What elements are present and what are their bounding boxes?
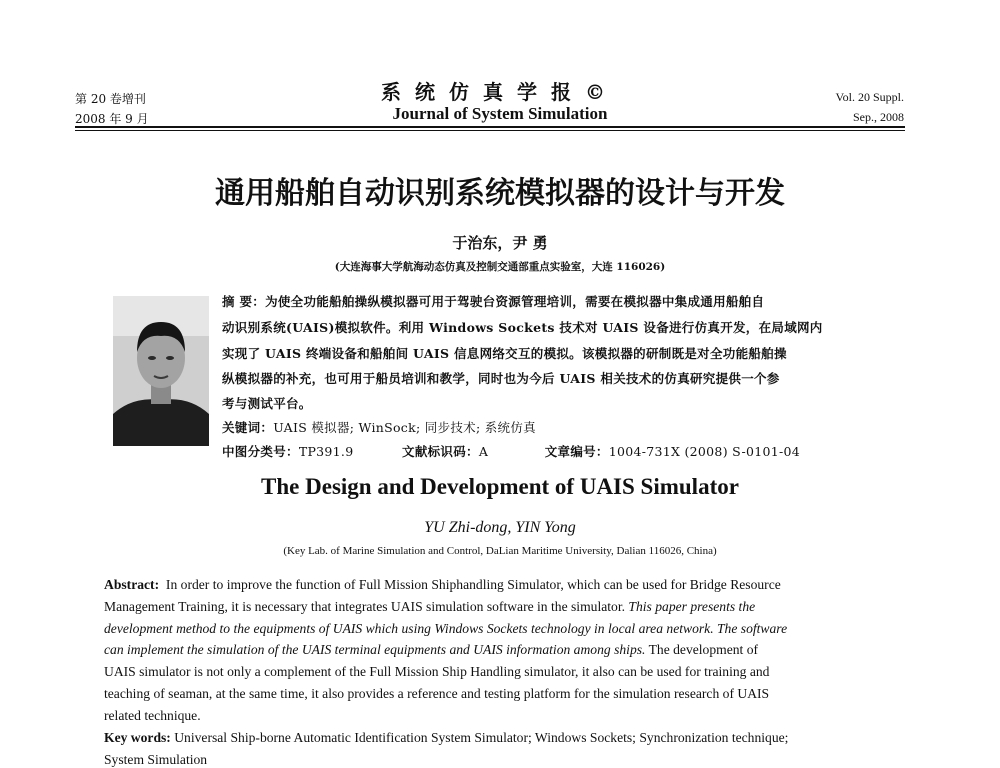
abstract-cn-line-4: 纵模拟器的补充，也可用于船员培训和教学，同时也为今后 UAIS 相关技术的仿真研究提供一个参	[222, 371, 780, 386]
abstract-cn-line-5: 考与测试平台。	[222, 396, 312, 411]
author-portrait-illustration	[113, 296, 209, 446]
header-en-date: Sep., 2008	[853, 110, 904, 124]
header-cn-date: 2008 年 9 月	[75, 112, 149, 126]
paper-title-en: The Design and Development of UAIS Simulator	[261, 474, 739, 499]
header-cn-volume: 第 20 卷增刊	[75, 92, 146, 106]
abstract-en-text-2-italic: This paper presents the	[628, 599, 756, 614]
journal-title-cn: 系统仿真学报©	[381, 80, 619, 104]
abstract-en-text-4-tail: The development of	[645, 642, 759, 657]
abstract-en-text-2: Management Training, it is necessary that integrates UAIS simulation software in the simulator.	[104, 599, 629, 614]
doc-code-value: A	[478, 444, 489, 459]
abstract-en-line-2	[104, 599, 755, 615]
doc-code-label: 文献标识码：	[402, 444, 479, 459]
keywords-en-text: Universal Ship-borne Automatic Identification System Simulator; Windows Sockets; Synchronization technique;	[174, 730, 789, 745]
paper-title-cn: 通用船舶自动识别系统模拟器的设计与开发	[215, 176, 785, 211]
abstract-en-line-4	[104, 642, 758, 658]
header-rule-thin	[75, 130, 905, 131]
keywords-en-cont: System Simulation	[104, 752, 208, 767]
classification-cn	[222, 442, 800, 460]
abstract-en-text-1: In order to improve the function of Full Mission Shiphandling Simulator, which can be used for Bridge Resource	[165, 577, 781, 592]
abstract-cn-line-3: 实现了 UAIS 终端设备和船舶间 UAIS 信息网络交互的模拟。该模拟器的研制既是对全功能船舶操	[222, 346, 787, 361]
affiliation-en: (Key Lab. of Marine Simulation and Control, DaLian Maritime University, Dalian 116026, China)	[283, 545, 717, 557]
journal-title-en: Journal of System Simulation	[392, 104, 608, 123]
abstract-en-line-3: development method to the equipments of UAIS which using Windows Sockets technology in local area network. The software	[104, 621, 788, 636]
keywords-en-label: Key words:	[104, 730, 171, 745]
authors-cn: 于治东，尹 勇	[452, 234, 548, 252]
abstract-cn-text: 为使全功能船舶操纵模拟器可用于驾驶台资源管理培训，需要在模拟器中集成通用船舶自	[265, 294, 765, 309]
article-no-value: 1004-731X (2008) S-0101-04	[608, 444, 801, 459]
abstract-cn-line-2: 动识别系统(UAIS)模拟软件。利用 Windows Sockets 技术对 UAIS 设备进行仿真开发，在局域网内	[222, 320, 823, 335]
abstract-en-line-5: UAIS simulator is not only a complement of the Full Mission Ship Handling simulator, it also can be used for training and	[104, 664, 770, 679]
abstract-cn-label: 摘 要：	[222, 294, 266, 309]
author-photo	[113, 296, 209, 446]
authors-en: YU Zhi-dong, YIN Yong	[424, 519, 576, 536]
keywords-cn-text: UAIS 模拟器; WinSock; 同步技术; 系统仿真	[273, 420, 536, 435]
header-rule-thick	[75, 126, 905, 128]
clc-label: 中图分类号：	[222, 444, 299, 459]
article-no-label: 文章编号：	[544, 444, 609, 459]
keywords-cn-label: 关键词：	[222, 420, 274, 435]
affiliation-cn: (大连海事大学航海动态仿真及控制交通部重点实验室，大连 116026)	[334, 261, 666, 273]
abstract-en-line-1	[104, 577, 781, 593]
abstract-en-text-4-italic: can implement the simulation of the UAIS terminal equipments and UAIS information among ships.	[104, 642, 646, 657]
keywords-cn	[222, 418, 536, 436]
abstract-en-line-6: teaching of seaman, at the same time, it also provides a reference and testing platform for the simulation research of UAIS	[104, 686, 770, 701]
abstract-en-label: Abstract:	[104, 577, 160, 592]
keywords-en	[104, 730, 788, 746]
abstract-cn-line-1	[222, 292, 764, 310]
clc-value: TP391.9	[298, 444, 354, 459]
abstract-en-line-7: related technique.	[104, 708, 201, 723]
header-en-volume: Vol. 20 Suppl.	[835, 90, 904, 104]
